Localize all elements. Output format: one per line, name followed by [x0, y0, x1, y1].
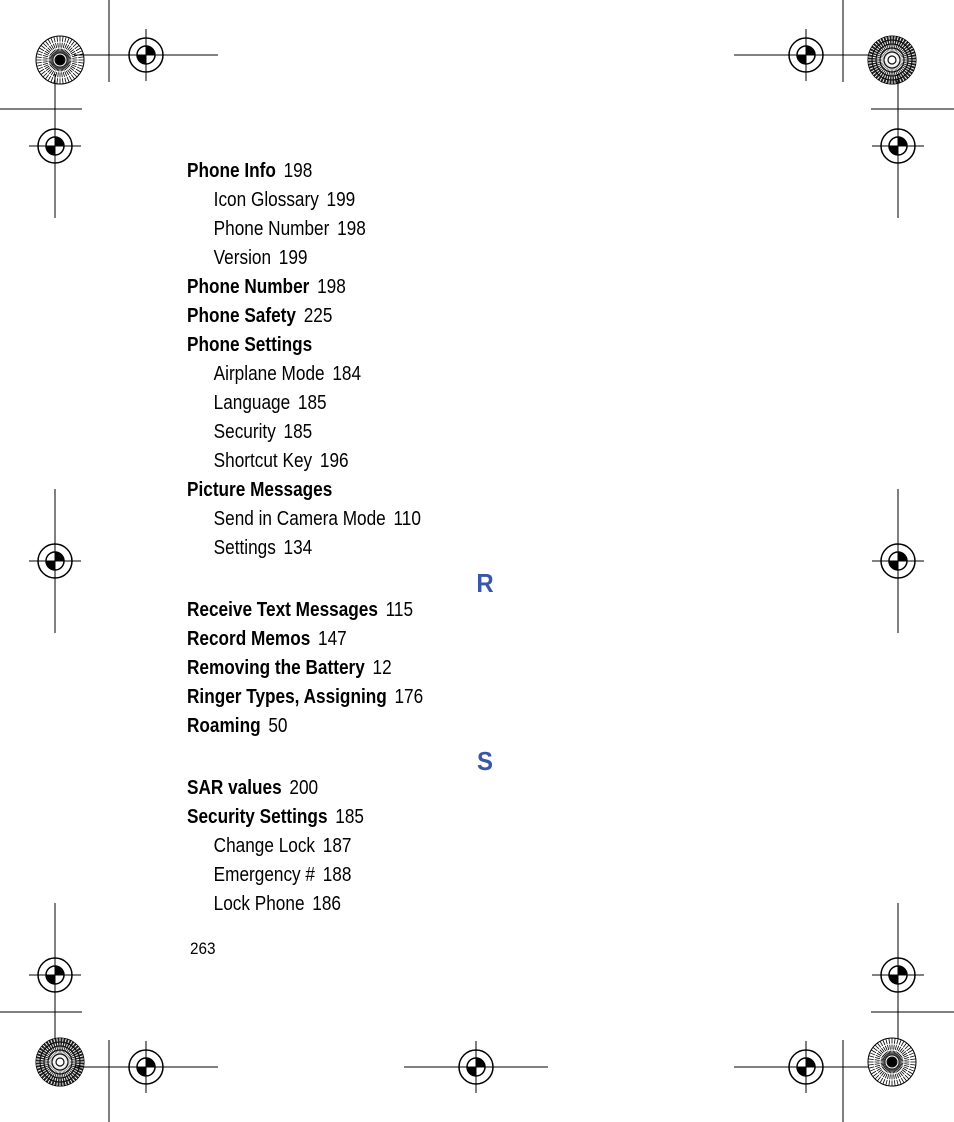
registration-mark: [872, 74, 924, 218]
index-entry: [187, 803, 703, 832]
index-entry: [187, 273, 703, 302]
index-term: Emergency #: [213, 864, 316, 886]
registration-mark: [74, 29, 218, 81]
index-subentry: [187, 360, 703, 389]
index-subentry: [187, 389, 703, 418]
index-term: Send in Camera Mode: [213, 508, 386, 530]
index-term: Lock Phone: [213, 893, 305, 915]
index-entry: [187, 654, 703, 683]
index-entry: [187, 302, 703, 331]
index-term: Ringer Types, Assigning: [187, 686, 387, 708]
index-term: Shortcut Key: [213, 450, 313, 472]
index-page-ref: 115: [385, 599, 414, 621]
index-term: Phone Settings: [187, 334, 313, 356]
index-subentry: [187, 861, 703, 890]
index-subentry: [187, 534, 703, 563]
page-number: 263: [190, 939, 216, 958]
index-entry: [187, 774, 703, 803]
index-page-ref: 134: [283, 537, 313, 559]
index-term: SAR values: [187, 777, 282, 799]
index-term: Language: [213, 392, 291, 414]
index-term: Record Memos: [187, 628, 311, 650]
index-term: Change Lock: [213, 835, 316, 857]
registration-mark: [74, 1041, 218, 1093]
index-subentry: [187, 244, 703, 273]
index-page-ref: 196: [319, 450, 349, 472]
index-term: Phone Number: [213, 218, 330, 240]
index-term: Security Settings: [187, 806, 328, 828]
index-term: Settings: [213, 537, 276, 559]
index-page-ref: 176: [394, 686, 424, 708]
registration-mark: [29, 489, 81, 633]
star-target-mark: [36, 36, 84, 84]
registration-mark: [734, 29, 878, 81]
registration-mark: [404, 1041, 548, 1093]
index-subentry: [187, 447, 703, 476]
index-page-ref: 198: [283, 160, 313, 182]
index-page-ref: 200: [289, 777, 319, 799]
index-term: Phone Info: [187, 160, 276, 182]
index-page-ref: 50: [268, 715, 288, 737]
index-term: Receive Text Messages: [187, 599, 378, 621]
star-target-mark: [36, 1038, 84, 1086]
star-target-mark: [868, 1038, 916, 1086]
index-term: Picture Messages: [187, 479, 333, 501]
registration-mark: [872, 903, 924, 1047]
index-page-ref: 187: [322, 835, 352, 857]
registration-mark: [734, 1041, 878, 1093]
index-page-ref: 186: [312, 893, 341, 915]
section-letter: R: [476, 568, 494, 598]
index-page-ref: 185: [297, 392, 327, 414]
registration-mark: [29, 74, 81, 218]
index-page-ref: 110: [393, 508, 421, 530]
index-page-ref: 199: [278, 247, 308, 269]
index-entry: [187, 596, 703, 625]
index-subentry: [187, 505, 703, 534]
star-target-mark: [868, 36, 916, 84]
section-letter: S: [477, 746, 493, 776]
index-page-ref: 12: [372, 657, 392, 679]
index-term: Roaming: [187, 715, 261, 737]
index-subentry: [187, 186, 703, 215]
index-subentry: [187, 832, 703, 861]
index-term: Removing the Battery: [187, 657, 365, 679]
index-term: Phone Number: [187, 276, 310, 298]
index-entry: [187, 157, 703, 186]
index-term: Airplane Mode: [213, 363, 325, 385]
index-entry: [187, 683, 703, 712]
index-page-ref: 198: [317, 276, 346, 298]
index-term: Security: [213, 421, 276, 443]
index-term: Icon Glossary: [213, 189, 319, 211]
index-page-ref: 185: [283, 421, 313, 443]
index-page-ref: 184: [332, 363, 362, 385]
index-entry: [187, 331, 703, 360]
index-term: Version: [213, 247, 272, 269]
index-page-ref: 188: [322, 864, 352, 886]
index-entry: [187, 476, 703, 505]
index-term: Phone Safety: [187, 305, 296, 327]
index-page-ref: 185: [335, 806, 364, 828]
index-page-ref: 198: [337, 218, 366, 240]
index-entry: [187, 625, 703, 654]
registration-mark: [872, 489, 924, 633]
registration-mark: [29, 903, 81, 1047]
index-page-ref: 199: [326, 189, 356, 211]
index-entry: [187, 712, 703, 741]
index-page-ref: 147: [318, 628, 347, 650]
index-list: [187, 157, 787, 919]
index-subentry: [187, 890, 703, 919]
index-page-ref: 225: [303, 305, 333, 327]
index-subentry: [187, 215, 703, 244]
index-subentry: [187, 418, 703, 447]
